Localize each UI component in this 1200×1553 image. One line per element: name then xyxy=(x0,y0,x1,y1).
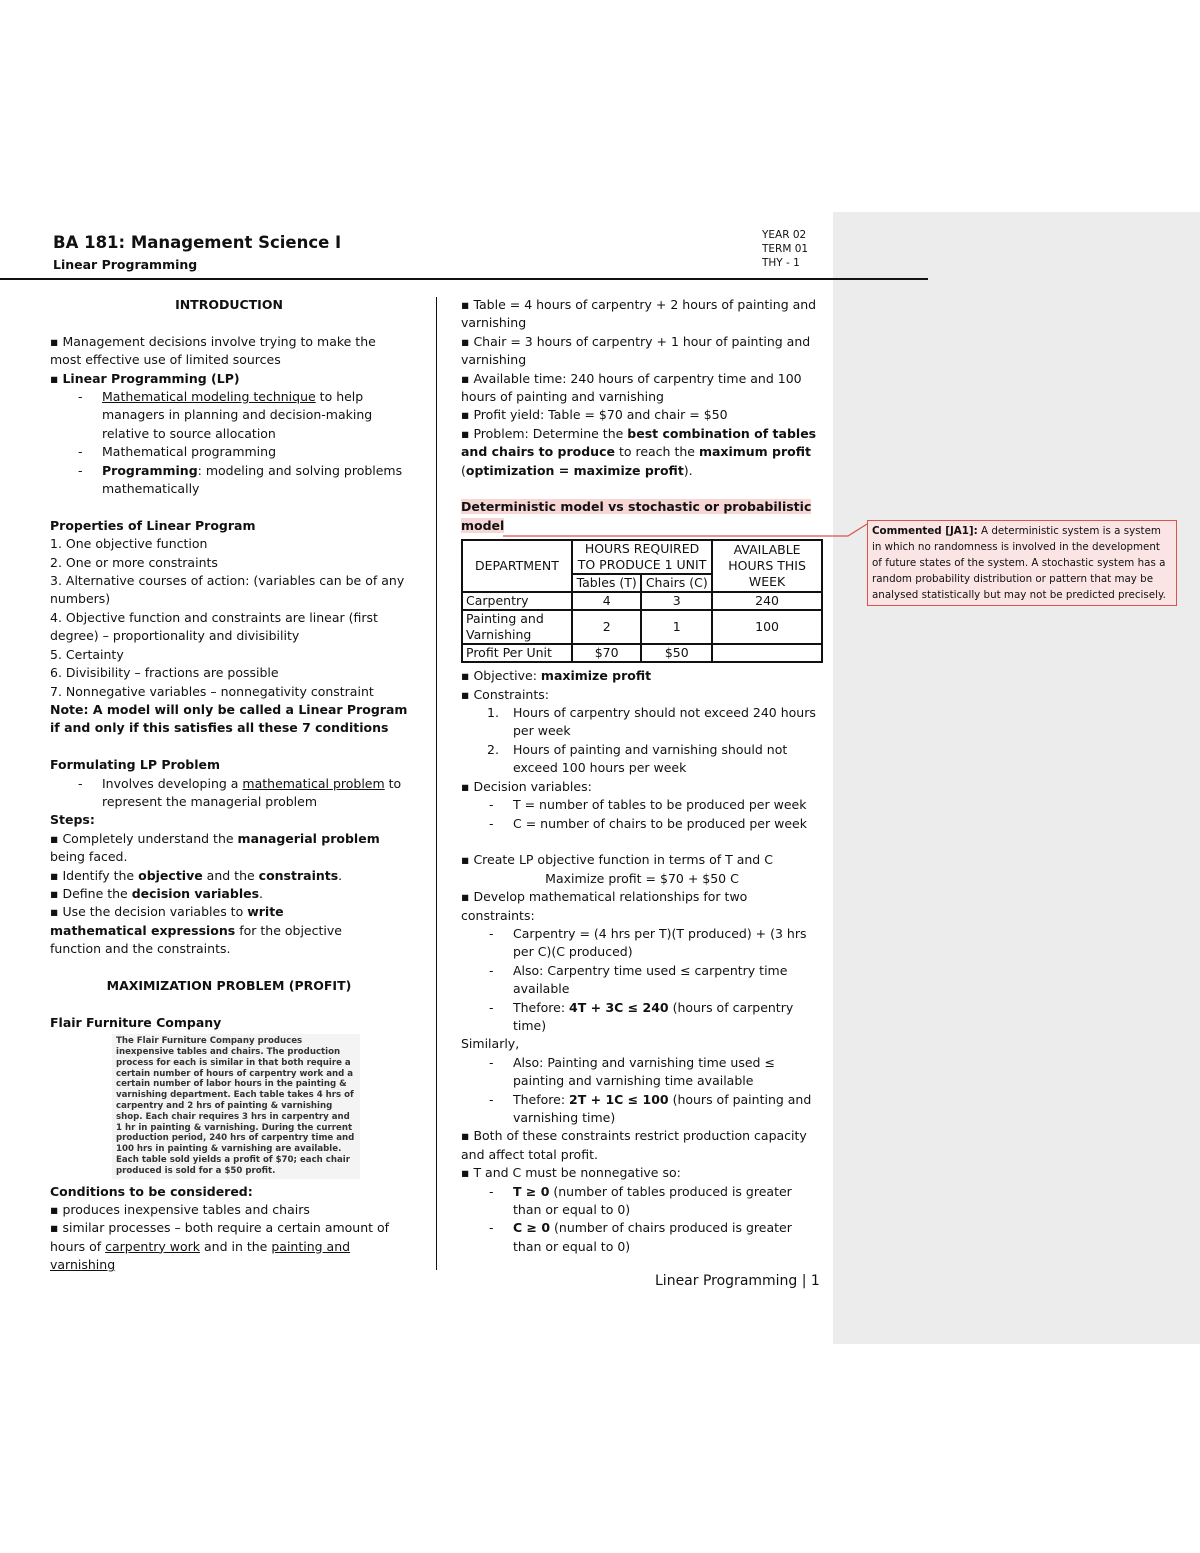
document-title: BA 181: Management Science I xyxy=(53,233,342,252)
header-year: YEAR 02 xyxy=(762,229,807,241)
header-term: TERM 01 xyxy=(762,243,809,255)
page-footer: Linear Programming | 1 xyxy=(655,1273,820,1289)
company-heading: Flair Furniture Company xyxy=(50,1014,222,1030)
step-1: ▪ Completely understand the managerial problem being faced. xyxy=(50,830,380,865)
property-4: 4. Objective function and constraints are linear (first degree) – proportionality and divisibility xyxy=(50,609,378,644)
property-6: 6. Divisibility – fractions are possible xyxy=(50,665,279,681)
decision-variable-c: - C = number of chairs to be produced per week xyxy=(489,815,807,831)
condition-1: ▪ produces inexpensive tables and chairs xyxy=(50,1201,310,1217)
nonneg-c: - C ≥ 0 (number of chairs produced is greater than or equal to 0) xyxy=(489,1220,792,1254)
table-header-department: DEPARTMENT xyxy=(462,540,572,592)
comment-balloon[interactable] xyxy=(867,520,1177,606)
maximization-heading: MAXIMIZATION PROBLEM (PROFIT) xyxy=(106,977,352,993)
table-row: Painting and Varnishing 2 1 100 xyxy=(462,610,822,644)
lp-sub-1: - Mathematical modeling technique to help managers in planning and decision-making relative to source allocation xyxy=(78,389,373,441)
condition-2: ▪ similar processes – both require a certain amount of hours of carpentry work and in the painting and varnishing xyxy=(50,1220,390,1273)
problem-excerpt-image: The Flair Furniture Company produces inexpensive tables and chairs. The production process for each is similar in that both require a certain number of hours of carpentry work and a certain number of labor hours in the painting & varnishing department. Each table takes 4 hrs of carpentry and 2 hrs of painting & varnishing shop. Each chair requires 3 hrs in carpentry and 1 hr in painting & varnishing. During the current production period, 240 hrs of carpentry time and 100 hrs in painting & varnishing are available. Each table sold yields a profit of $70; each chair produced is sold for a $50 profit. xyxy=(112,1034,360,1178)
property-5: 5. Certainty xyxy=(50,646,124,662)
formulating-heading: Formulating LP Problem xyxy=(50,757,221,773)
property-2: 2. One or more constraints xyxy=(50,554,218,570)
both-constraints-bullet: ▪ Both of these constraints restrict production capacity and affect total profit. xyxy=(461,1128,807,1162)
table-header-chairs: Chairs (C) xyxy=(641,574,712,592)
property-1: 1. One objective function xyxy=(50,536,208,552)
carpentry-time-used: - Also: Carpentry time used ≤ carpentry time available xyxy=(489,962,788,997)
property-7: 7. Nonnegative variables – nonnegativity constraint xyxy=(50,683,374,699)
profit-yield-bullet: ▪ Profit yield: Table = $70 and chair = $50 xyxy=(461,407,728,423)
carpentry-relationship: - Carpentry = (4 hrs per T)(T produced) + (3 hrs per C)(C produced) xyxy=(489,925,807,960)
decision-variables-bullet: ▪ Decision variables: xyxy=(461,778,592,794)
table-row: Carpentry 4 3 240 xyxy=(462,592,822,610)
decision-variable-t: - T = number of tables to be produced per week xyxy=(489,797,807,813)
lp-bullet: ▪ Linear Programming (LP) xyxy=(50,370,240,386)
chair-hours-bullet: ▪ Chair = 3 hours of carpentry + 1 hour of painting and varnishing xyxy=(461,333,811,368)
available-time-bullet: ▪ Available time: 240 hours of carpentry time and 100 hours of painting and varnishing xyxy=(461,370,802,405)
table-header-available: AVAILABLE HOURS THIS WEEK xyxy=(712,540,822,592)
lp-sub-1-link[interactable]: Mathematical modeling technique xyxy=(102,389,316,405)
nonnegative-bullet: ▪ T and C must be nonnegative so: xyxy=(461,1165,681,1181)
step-2: ▪ Identify the objective and the constraints. xyxy=(50,867,343,883)
property-3: 3. Alternative courses of action: (variables can be of any numbers) xyxy=(50,573,405,607)
properties-heading: Properties of Linear Program xyxy=(50,517,256,533)
properties-note: Note: A model will only be called a Linear Program if and only if this satisfies all these 7 conditions xyxy=(50,701,408,736)
table-header-tables: Tables (T) xyxy=(572,574,641,592)
constraint-1: 1. Hours of carpentry should not exceed 240 hours per week xyxy=(487,705,816,739)
table-row: Profit Per Unit $70 $50 xyxy=(462,644,822,662)
lp-sub-2: - Mathematical programming xyxy=(78,444,277,460)
intro-heading: INTRODUCTION xyxy=(175,297,283,312)
mathematical-problem-link[interactable]: mathematical problem xyxy=(242,775,385,791)
comment-text: A deterministic system is a system in which no randomness is involved in the development of future states of the system. A stochastic system has a random probability distribution or pattern that may be analysed statistically but may not be predicted precisely. xyxy=(872,525,1166,601)
similarly-label: Similarly, xyxy=(461,1036,520,1052)
comment-label: Commented [JA1]: xyxy=(872,525,978,537)
painting-varnishing-link[interactable]: painting and varnishing xyxy=(50,1238,351,1273)
problem-bullet: ▪ Problem: Determine the best combination of tables and chairs to produce to reach the maximum profit (optimization = maximize profit). xyxy=(461,425,817,478)
intro-bullet: ▪ Management decisions involve trying to make the most effective use of limited sources xyxy=(50,333,376,368)
painting-time-used: - Also: Painting and varnishing time used ≤ painting and varnishing time available xyxy=(489,1054,775,1089)
header-thy: THY - 1 xyxy=(762,257,800,269)
document-subtitle: Linear Programming xyxy=(53,257,198,272)
steps-label: Steps: xyxy=(50,812,95,828)
create-objective-bullet: ▪ Create LP objective function in terms of T and C xyxy=(461,852,773,868)
table-header-hours-required: HOURS REQUIRED TO PRODUCE 1 UNIT xyxy=(572,540,712,574)
carpentry-work-link[interactable]: carpentry work xyxy=(105,1238,201,1254)
lp-sub-3: - Programming: modeling and solving problems mathematically xyxy=(78,462,403,497)
conditions-heading: Conditions to be considered: xyxy=(50,1183,253,1199)
deterministic-heading[interactable]: Deterministic model vs stochastic or probabilistic model xyxy=(461,499,812,533)
develop-bullet: ▪ Develop mathematical relationships for two constraints: xyxy=(461,889,748,923)
formulating-sub: - Involves developing a mathematical problem to represent the managerial problem xyxy=(78,775,402,809)
maximize-equation: Maximize profit = $70 + $50 C xyxy=(545,870,739,886)
carpentry-constraint: - Thefore: 4T + 3C ≤ 240 (hours of carpentry time) xyxy=(489,999,794,1033)
step-3: ▪ Define the decision variables. xyxy=(50,885,264,901)
objective-bullet: ▪ Objective: maximize profit xyxy=(461,668,652,684)
constraint-2: 2. Hours of painting and varnishing should not exceed 100 hours per week xyxy=(487,741,788,776)
nonneg-t: - T ≥ 0 (number of tables produced is greater than or equal to 0) xyxy=(489,1183,792,1218)
step-4: ▪ Use the decision variables to write mathematical expressions for the objective function and the constraints. xyxy=(50,904,342,957)
table-hours-bullet: ▪ Table = 4 hours of carpentry + 2 hours of painting and varnishing xyxy=(461,297,817,331)
painting-constraint: - Thefore: 2T + 1C ≤ 100 (hours of painting and varnishing time) xyxy=(489,1091,812,1125)
constraints-bullet: ▪ Constraints: xyxy=(461,686,549,702)
